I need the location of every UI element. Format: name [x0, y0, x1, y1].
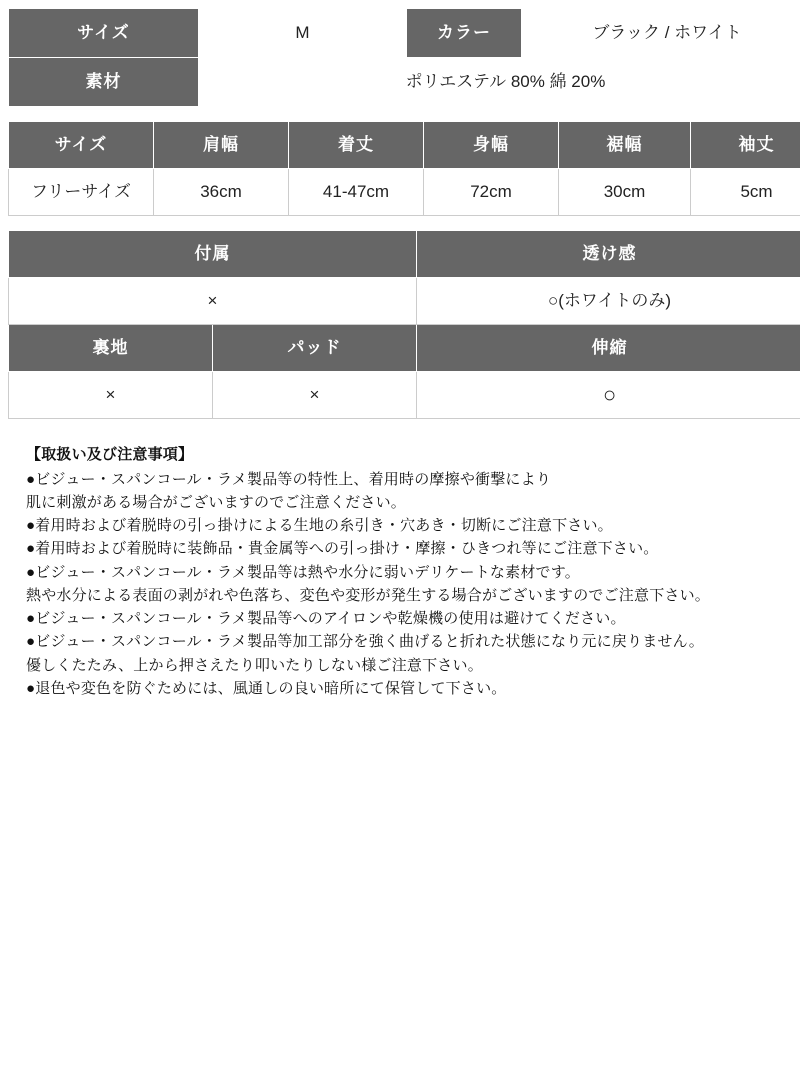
care-note-line: 肌に刺激がある場合がございますのでご注意ください。 [26, 493, 407, 511]
table-header-row [9, 325, 800, 372]
care-note-line: ●着用時および着脱時に装飾品・貴金属等への引っ掛け・摩擦・ひきつれ等にご注意下さい。 [26, 540, 659, 558]
col-header-shoulder: 肩幅 [154, 122, 289, 169]
col-header-stretch: 伸縮 [417, 325, 800, 372]
col-header-length: 着丈 [289, 122, 424, 169]
col-header-size: サイズ [9, 122, 154, 169]
table-row [9, 169, 800, 216]
care-note-line: ●ビジュー・スパンコール・ラメ製品等へのアイロンや乾燥機の使用は避けてください。 [26, 610, 626, 628]
value-pad: × [213, 372, 417, 419]
value-hem: 30cm [559, 169, 691, 216]
color-value: ブラック / ホワイト [522, 9, 800, 58]
col-header-lining: 裏地 [9, 325, 213, 372]
care-note-line: 優しくたたみ、上から押さえたり叩いたりしない様ご注意下さい。 [26, 656, 483, 674]
col-header-bust: 身幅 [424, 122, 559, 169]
col-header-hem: 裾幅 [559, 122, 691, 169]
col-header-accessory: 付属 [9, 231, 417, 278]
table-header-row [9, 231, 800, 278]
value-length: 41-47cm [289, 169, 424, 216]
care-notes-title: 【取扱い及び注意事項】 [26, 446, 194, 464]
value-size: フリーサイズ [9, 169, 154, 216]
value-sheerness: ○(ホワイトのみ) [417, 278, 800, 325]
care-note-line: 熱や水分による表面の剥がれや色落ち、変色や変形が発生する場合がございますのでご注意下さい。 [26, 586, 711, 604]
care-note-line: ●ビジュー・スパンコール・ラメ製品等の特性上、着用時の摩擦や衝撃により [26, 470, 552, 488]
col-header-sheerness: 透け感 [417, 231, 800, 278]
size-header: サイズ [9, 9, 199, 58]
care-note-line: ●着用時および着脱時の引っ掛けによる生地の糸引き・穴あき・切断にご注意下さい。 [26, 517, 613, 535]
color-header: カラー [407, 9, 522, 58]
care-note-line: ●ビジュー・スパンコール・ラメ製品等加工部分を強く曲げると折れた状態になり元に戻りません。 [26, 633, 704, 651]
measurements-table [8, 121, 800, 216]
material-header: 素材 [9, 58, 199, 107]
value-sleeve: 5cm [691, 169, 800, 216]
table-row [9, 58, 800, 107]
value-bust: 72cm [424, 169, 559, 216]
value-stretch: ○ [417, 372, 800, 419]
table-row [9, 372, 800, 419]
col-header-pad: パッド [213, 325, 417, 372]
care-notes [26, 443, 792, 700]
material-value: ポリエステル 80% 綿 20% [199, 58, 800, 107]
material-table [8, 8, 800, 107]
size-value: M [199, 9, 407, 58]
table-row [9, 9, 800, 58]
care-note-line: ●退色や変色を防ぐためには、風通しの良い暗所にて保管して下さい。 [26, 679, 507, 697]
table-header-row [9, 122, 800, 169]
value-shoulder: 36cm [154, 169, 289, 216]
details-table [8, 230, 800, 419]
col-header-sleeve: 袖丈 [691, 122, 800, 169]
care-note-line: ●ビジュー・スパンコール・ラメ製品等は熱や水分に弱いデリケートな素材です。 [26, 563, 580, 581]
table-row [9, 278, 800, 325]
value-lining: × [9, 372, 213, 419]
value-accessory: × [9, 278, 417, 325]
